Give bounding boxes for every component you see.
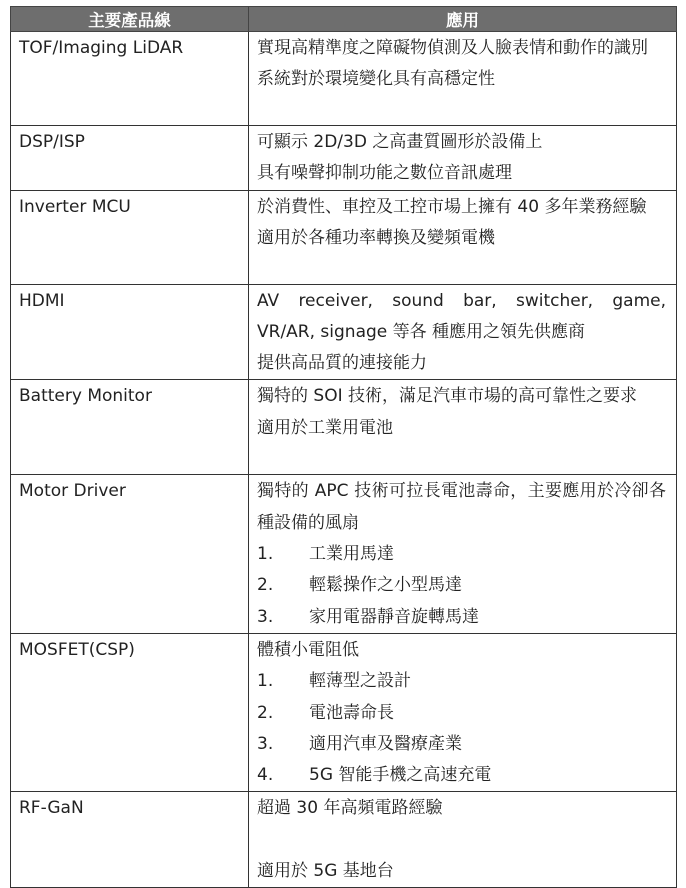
- blank-line: [257, 825, 666, 856]
- application-text: 超過 30 年高頻電路經驗: [257, 798, 443, 819]
- list-item: [257, 602, 666, 633]
- product-application-table: [10, 6, 677, 888]
- list-item: [257, 570, 666, 601]
- table-row: [11, 792, 677, 888]
- list-text: 工業用馬達: [309, 544, 394, 565]
- list-number: 1.: [257, 544, 274, 565]
- table-row: [11, 475, 677, 633]
- application-cell: [249, 284, 677, 380]
- application-text: AV receiver, sound bar, switcher, game,: [257, 290, 666, 311]
- list-item: [257, 666, 666, 697]
- table-row: [11, 284, 677, 380]
- header-product-line: 主要產品線: [11, 7, 249, 32]
- application-text: VR/AR, signage 等各 種應用之領先供應商: [257, 321, 586, 342]
- list-text: 輕薄型之設計: [309, 671, 411, 692]
- product-cell: RF-GaN: [11, 792, 249, 888]
- application-text: 提供高品質的連接能力: [257, 353, 427, 374]
- list-number: 3.: [257, 606, 274, 627]
- application-text: 系統對於環境變化具有高穩定性: [257, 69, 495, 90]
- list-item: [257, 760, 666, 791]
- application-cell: [249, 126, 677, 191]
- application-text: 實現高精準度之障礙物偵測及人臉表情和動作的識別: [257, 38, 648, 58]
- product-cell: Motor Driver: [11, 475, 249, 633]
- product-cell: TOF/Imaging LiDAR: [11, 32, 249, 126]
- table-row: [11, 190, 677, 284]
- list-text: 電池壽命長: [309, 702, 394, 723]
- list-number: 2.: [257, 702, 274, 723]
- list-item: [257, 539, 666, 570]
- application-cell: [249, 380, 677, 475]
- product-cell: Inverter MCU: [11, 190, 249, 284]
- table-row: [11, 32, 677, 126]
- list-number: 2.: [257, 575, 274, 596]
- product-cell: HDMI: [11, 284, 249, 380]
- application-cell: [249, 633, 677, 791]
- application-text: 適用於工業用電池: [257, 417, 393, 438]
- application-cell: [249, 792, 677, 888]
- table-header-row: [11, 7, 677, 32]
- header-application: 應用: [249, 7, 677, 32]
- table-row: [11, 633, 677, 791]
- list-text: 家用電器靜音旋轉馬達: [309, 606, 479, 627]
- application-text: 具有噪聲抑制功能之數位音訊處理: [257, 163, 512, 184]
- application-text: 獨特的 SOI 技術，滿足汽車市場的高可靠性之要求: [257, 386, 637, 407]
- application-text: 於消費性、車控及工控市場上擁有 40 多年業務經驗: [257, 196, 647, 217]
- list-item: [257, 698, 666, 729]
- application-text: 獨特的 APC 技術可拉長電池壽命，主要應用於冷卻各種設備的風扇: [257, 481, 666, 533]
- list-text: 5G 智能手機之高速充電: [309, 765, 492, 786]
- application-text: 適用於 5G 基地台: [257, 861, 394, 882]
- list-number: 1.: [257, 671, 274, 692]
- table-row: [11, 126, 677, 191]
- application-cell: [249, 475, 677, 633]
- table-row: [11, 380, 677, 475]
- list-number: 3.: [257, 733, 274, 754]
- product-cell: Battery Monitor: [11, 380, 249, 475]
- list-text: 輕鬆操作之小型馬達: [309, 575, 462, 596]
- list-item: [257, 729, 666, 760]
- application-text: 體積小電阻低: [257, 639, 359, 660]
- list-number: 4.: [257, 765, 274, 786]
- product-cell: MOSFET(CSP): [11, 633, 249, 791]
- application-text: 可顯示 2D/3D 之高畫質圖形於設備上: [257, 132, 543, 152]
- list-text: 適用汽車及醫療產業: [309, 733, 462, 754]
- application-text: 適用於各種功率轉換及變頻電機: [257, 227, 495, 248]
- application-cell: [249, 190, 677, 284]
- product-cell: DSP/ISP: [11, 126, 249, 191]
- application-cell: [249, 32, 677, 126]
